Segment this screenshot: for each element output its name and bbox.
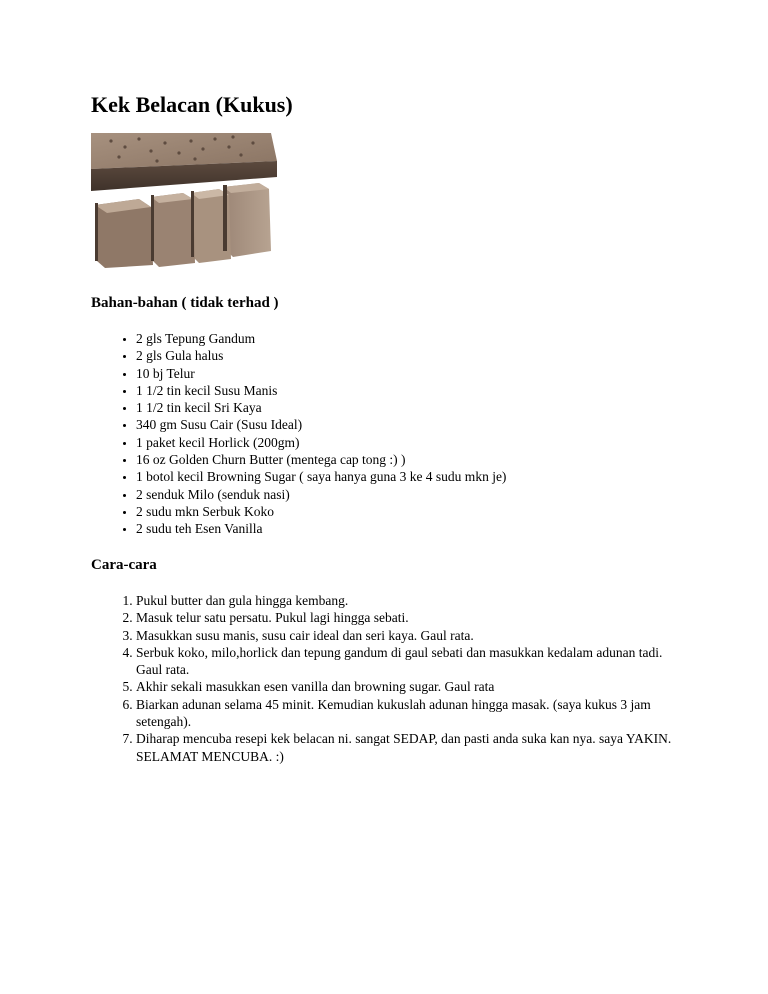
list-item: • 2 gls Tepung Gandum: [136, 330, 681, 347]
list-item: • 10 bj Telur: [136, 365, 681, 382]
list-item: • 1 botol kecil Browning Sugar ( saya hanya guna 3 ke 4 sudu mkn je): [136, 468, 681, 485]
step-item: 2. Masuk telur satu persatu. Pukul lagi hingga sebati.: [136, 609, 681, 626]
step-item: 3. Masukkan susu manis, susu cair ideal dan seri kaya. Gaul rata.: [136, 627, 681, 644]
list-item: • 1 paket kecil Horlick (200gm): [136, 434, 681, 451]
list-item: • 1 1/2 tin kecil Sri Kaya: [136, 399, 681, 416]
step-item: 7. Diharap mencuba resepi kek belacan ni. sangat SEDAP, dan pasti anda suka kan nya. saya YAKIN. SELAMAT MENCUBA. :): [136, 730, 681, 765]
list-item: • 16 oz Golden Churn Butter (mentega cap tong :) ): [136, 451, 681, 468]
steps-heading: Cara-cara: [91, 557, 157, 573]
kek-belacan-image: [91, 133, 281, 268]
steps-list: [91, 592, 681, 765]
list-item: • 340 gm Susu Cair (Susu Ideal): [136, 416, 681, 433]
cake-photo: [91, 133, 281, 268]
step-item: 6. Biarkan adunan selama 45 minit. Kemudian kukuslah adunan hingga masak. (saya kukus 3 jam setengah).: [136, 696, 681, 731]
step-item: 1. Pukul butter dan gula hingga kembang.: [136, 592, 681, 609]
list-item: • 2 sudu mkn Serbuk Koko: [136, 503, 681, 520]
ingredients-list: [91, 330, 681, 538]
list-item: • 2 sudu teh Esen Vanilla: [136, 520, 681, 537]
list-item: • 2 gls Gula halus: [136, 347, 681, 364]
step-item: 4. Serbuk koko, milo,horlick dan tepung gandum di gaul sebati dan masukkan kedalam adunan tadi. Gaul rata.: [136, 644, 681, 679]
list-item: • 1 1/2 tin kecil Susu Manis: [136, 382, 681, 399]
list-item: • 2 senduk Milo (senduk nasi): [136, 486, 681, 503]
page-title: Kek Belacan (Kukus): [91, 92, 293, 117]
ingredients-heading: Bahan-bahan ( tidak terhad ): [91, 295, 279, 311]
step-item: 5. Akhir sekali masukkan esen vanilla dan browning sugar. Gaul rata: [136, 678, 681, 695]
